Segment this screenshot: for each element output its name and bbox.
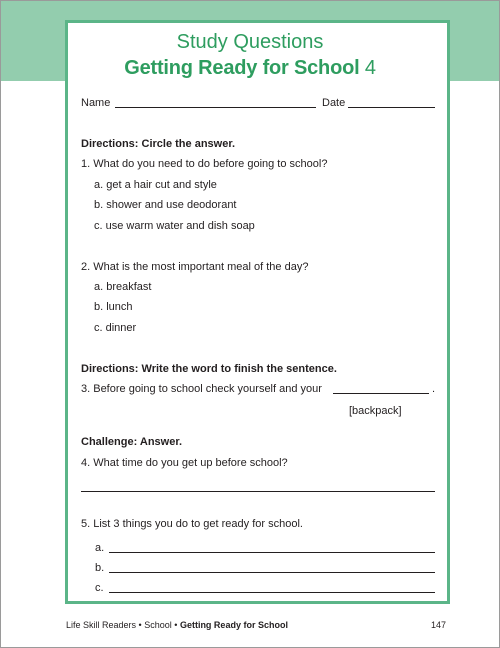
worksheet-title: Study Questions [176,31,324,53]
q5-item-a-label: a. [95,542,105,554]
q3-answer-blank[interactable] [333,393,429,394]
q2-option-b[interactable]: b. lunch [94,301,133,313]
section-1-directions: Directions: Circle the answer. [81,138,236,150]
footer-separator-2: • [174,620,178,630]
q2-option-a[interactable]: a. breakfast [94,281,152,293]
q5-item-c-line[interactable] [109,592,435,593]
question-2: 2. What is the most important meal of the day? [81,261,309,273]
q2-option-c[interactable]: c. dinner [94,322,137,334]
question-4: 4. What time do you get up before school? [81,457,288,469]
page-number: 147 [430,620,446,630]
name-label: Name [81,97,111,109]
q1-option-b[interactable]: b. shower and use deodorant [94,199,237,211]
question-3: 3. Before going to school check yourself and your [81,383,322,395]
q5-item-a-line[interactable] [109,552,435,553]
q1-option-c[interactable]: c. use warm water and dish soap [94,220,255,232]
subtitle-number: 4 [364,57,376,79]
footer-topic: School [144,620,172,630]
section-3-directions: Challenge: Answer. [81,436,183,448]
q5-item-c-label: c. [95,582,104,594]
q3-end-mark: . [432,383,436,395]
date-label: Date [322,97,346,109]
footer-separator-1: • [138,620,142,630]
section-2-directions: Directions: Write the word to finish the sentence. [81,363,337,375]
footer-credit [66,620,288,630]
q4-answer-line[interactable] [81,491,435,492]
question-5: 5. List 3 things you do to get ready for school. [81,518,303,530]
question-1: 1. What do you need to do before going to school? [81,158,328,170]
q5-item-b-label: b. [95,562,105,574]
subtitle-text: Getting Ready for School [124,57,360,79]
q1-option-a[interactable]: a. get a hair cut and style [94,179,217,191]
q3-word-bank: [backpack] [349,405,402,417]
date-field[interactable] [348,107,435,108]
worksheet-subtitle [0,57,500,80]
q5-item-b-line[interactable] [109,572,435,573]
name-field[interactable] [115,107,316,108]
footer-series: Life Skill Readers [66,620,137,630]
footer-book-title: Getting Ready for School [179,620,288,630]
